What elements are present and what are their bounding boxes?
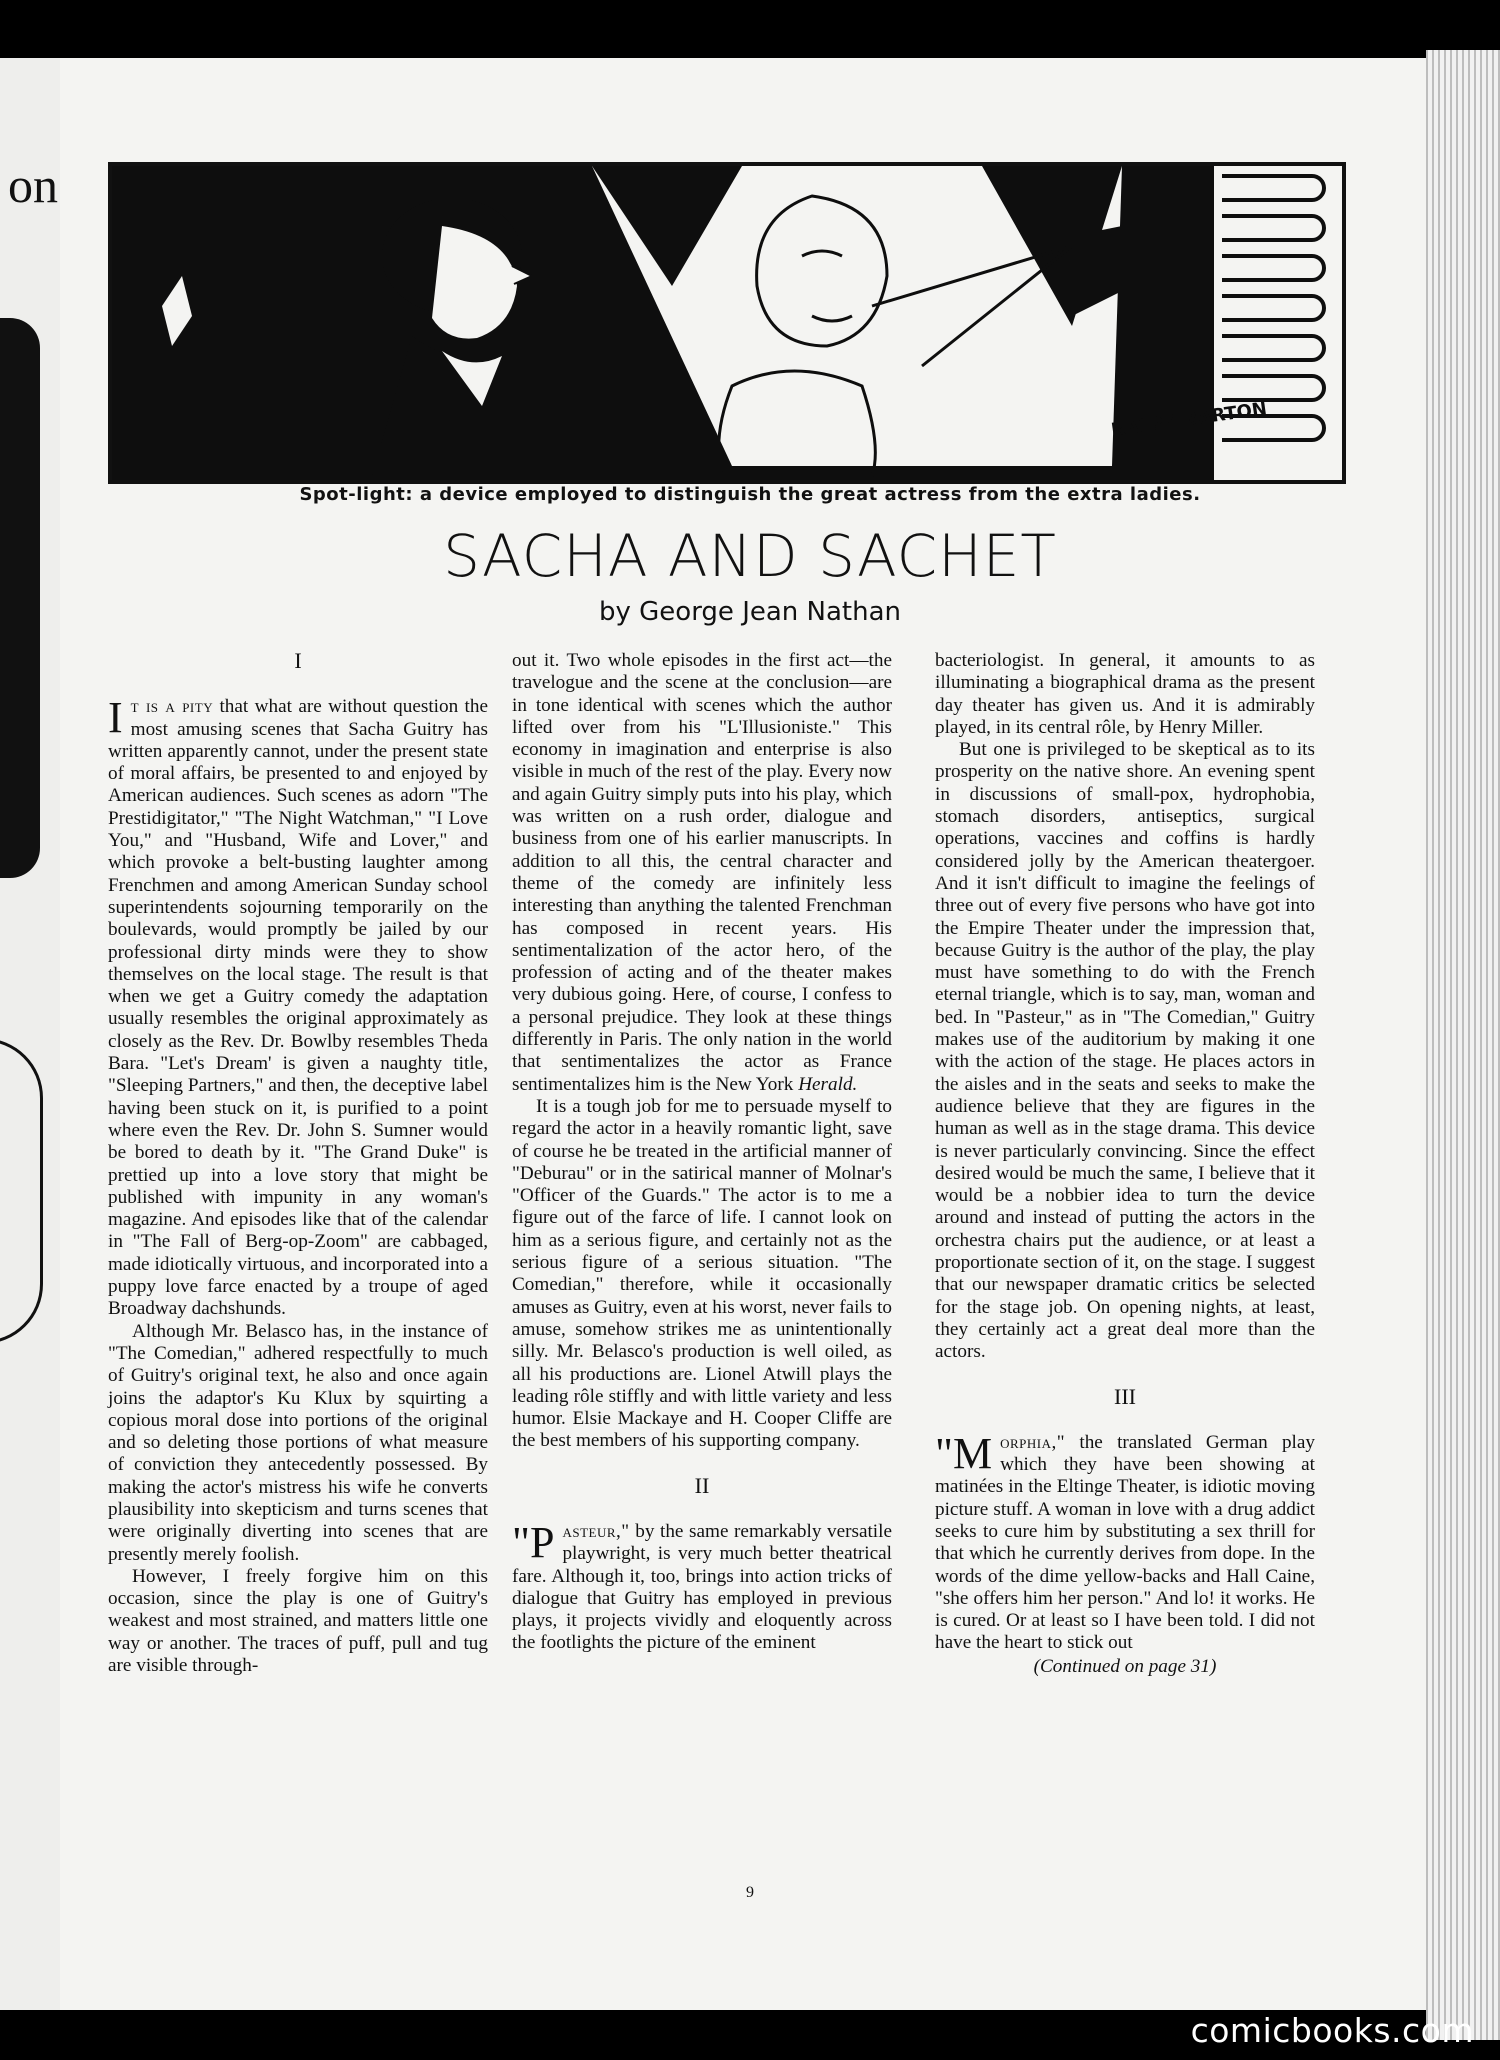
facing-page-figure-outline bbox=[0, 1038, 43, 1344]
article-title: SACHA AND SACHET bbox=[443, 522, 1057, 590]
drop-cap: I bbox=[108, 693, 123, 743]
section-heading-1: I bbox=[294, 648, 302, 673]
spotlight-cartoon bbox=[112, 166, 1342, 480]
paragraph: But one is privileged to be skeptical as to its prosperity on the native shore. An evening spent in discussions of small-pox, hydrophobia, stomach disorders, antiseptics, surgical operations, vaccines and coffins is hardly considered jolly by the American theatergoer. And it isn't difficult to imagine the feelings of three out of every five persons who have got into the Empire Theater under the impression that, because Guitry is the author of the play, the play must have something to do with the French eternal triangle, which is to say, man, woman and bed. In "Pasteur," as in "The Comedian," Guitry makes use of the auditorium by making it one with the action of the stage. He places actors in the aisles and in the seats and seeks to make the audience believe that they are figures in the human as well as in the stage drama. This device is never particularly convincing. Since the effect desired would be much the same, I believe that it would be a nobbier idea to turn the device around and instead of putting the actors in the orchestra chairs put the audience, or at least a proportionate section of it, on the stage. I suggest that our newspaper dramatic critics be selected for the stage job. On opening nights, at least, they certainly act a great deal more than the actors. bbox=[935, 739, 1315, 1363]
artist-signature: RALPH BARTON bbox=[1109, 398, 1269, 441]
continued-note: (Continued on page 31) bbox=[1033, 1655, 1217, 1677]
drop-cap: "P bbox=[512, 1517, 555, 1567]
paragraph bbox=[512, 650, 892, 1096]
facing-page-fragment: on bbox=[8, 157, 58, 213]
text-column-2 bbox=[512, 650, 892, 1655]
paragraph: Although Mr. Belasco has, in the instance of "The Comedian," adhered respectfully to much of Guitry's original text, he also and once again joins the adaptor's Ku Klux by squirting a copious moral dose into portions of the original and so deleting those portions of what measure of conviction they antecedently possessed. By making the actor's mistress his wife he converts plausibility into skepticism and turns scenes that were originally diverting into scenes that are presently merely foolish. bbox=[108, 1320, 488, 1565]
article-byline: by George Jean Nathan bbox=[598, 597, 901, 627]
paragraph: It is a tough job for me to persuade myself to regard the actor in a heavily romantic light, save of course he be treated in the artificial manner of "Deburau" or in the satirical manner of Molnar's "Officer of the Guards." The actor is to me a figure out of the farce of life. I cannot look on him as a serious figure, and certainly not as the serious figure of a serious situation. "The Comedian," therefore, while it occasionally amuses as Guitry, even at his worst, never fails to amuse, somehow strikes me as unintentionally silly. Mr. Belasco's production is well oiled, as all his productions are. Lionel Atwill plays the leading rôle stiffly and with little variety and less humor. Elsie Mackaye and H. Cooper Cliffe are the best members of his supporting company. bbox=[512, 1095, 892, 1452]
paragraph: bacteriologist. In general, it amounts to as illuminating a biographical drama as the present day theater has given us. And it is admirably played, in its central rôle, by Henry Miller. bbox=[935, 650, 1315, 738]
lead-in: orphia," bbox=[1000, 1431, 1066, 1453]
paragraph-text: that what are without question the most amusing scenes that Sacha Guitry has written apparently cannot, under the present state of moral affairs, be presented to and enjoyed by American audiences. Such scenes as adorn "The Prestidigitator," "The Night Watchman," "I Love You," and "Husband, Wife and Lover," and which provoke a belt-busting laughter among Frenchmen and among American Sunday school superintendents sojourning temporarily on the boulevards, would promptly be jailed by our professional dirty minds were they to show themselves on the local stage. The result is that when we get a Guitry comedy the adaptation usually resembles the original approximately as closely as the Rev. Dr. Bowlby resembles Theda Bara. "Let's Dream' is given a naughty title, "Sleeping Partners," and then, the deceptive label having been stuck on it, is purified to a point where even the Rev. Dr. John S. Sumner would be bored to death by it. "The Grand Duke" is prettied up into a love story that might be published with impunity in any woman's magazine. And episodes like that of the calendar in "The Fall of Berg-op-Zoom" are cabbaged, made idiotically virtuous, and incorporated into a puppy love farce enacted by a troupe of aged Broadway dachshunds. bbox=[108, 696, 488, 1320]
section-heading-2: II bbox=[694, 1472, 710, 1498]
facing-page-strip bbox=[0, 58, 60, 2010]
header-illustration bbox=[108, 162, 1346, 484]
source-watermark: comicbooks.com bbox=[1190, 2011, 1474, 2050]
illustration-caption: Spot-light: a device employed to distinguish the great actress from the extra ladies. bbox=[299, 484, 1201, 505]
lead-in: t is a pity bbox=[130, 696, 214, 718]
paragraph bbox=[935, 1428, 1315, 1655]
paragraph-text: out it. Two whole episodes in the first act—the travelogue and the scene at the conclusion—are in tone identical with scenes which the author lifted over from his "L'Illusioniste." This economy in imagination and enterprise is also visible in much of the rest of the play. Every now and again Guitry simply puts into his play, which was written on a rush order, dialogue and business from one of his earlier manuscripts. In addition to all this, the central character and theme of the comedy are infinitely less interesting than anything the talented Frenchman has composed in recent years. His sentimentalization of the actor hero, of the profession of acting and of the theater makes very dubious going. Here, of course, I confess to a personal prejudice. They look at these things differently in Paris. The only nation in the world that sentimentalizes the actor as France sentimentalizes him is the New York bbox=[512, 650, 892, 1095]
drop-cap: "M bbox=[935, 1428, 993, 1478]
lead-in: asteur," bbox=[562, 1520, 630, 1542]
section-heading-3: III bbox=[1114, 1383, 1136, 1409]
page-edge bbox=[1426, 50, 1500, 2040]
paragraph-text: by the same remarkably versatile playwright, is very much better theatrical fare. Although it, too, brings into action tricks of dialogue that Guitry has employed in previous plays, it projects vividly and eloquently across the footlights the picture of the eminent bbox=[512, 1520, 892, 1654]
text-column-1 bbox=[108, 650, 488, 1677]
text-column-3 bbox=[935, 650, 1315, 1678]
paragraph-text: the translated German play which they have been showing at matinées in the Eltinge Theater, is idiotic moving picture stuff. A woman in love with a drug addict seeks to cure him by substituting a sex thrill for that which he currently derives from dope. In the words of the dime yellow-backs and Hall Caine, "she offers him her person." And lo! it works. He is cured. Or at least so I have been told. I did not have the heart to stick out bbox=[935, 1431, 1315, 1654]
paragraph bbox=[512, 1517, 892, 1655]
paragraph: However, I freely forgive him on this occasion, since the play is one of Guitry's weakest and most strained, and matters little one way or another. The traces of puff, pull and tug are visible through- bbox=[108, 1565, 488, 1677]
paragraph bbox=[108, 693, 488, 1320]
page-number: 9 bbox=[746, 1884, 754, 1901]
italic-title: Herald. bbox=[798, 1073, 858, 1095]
